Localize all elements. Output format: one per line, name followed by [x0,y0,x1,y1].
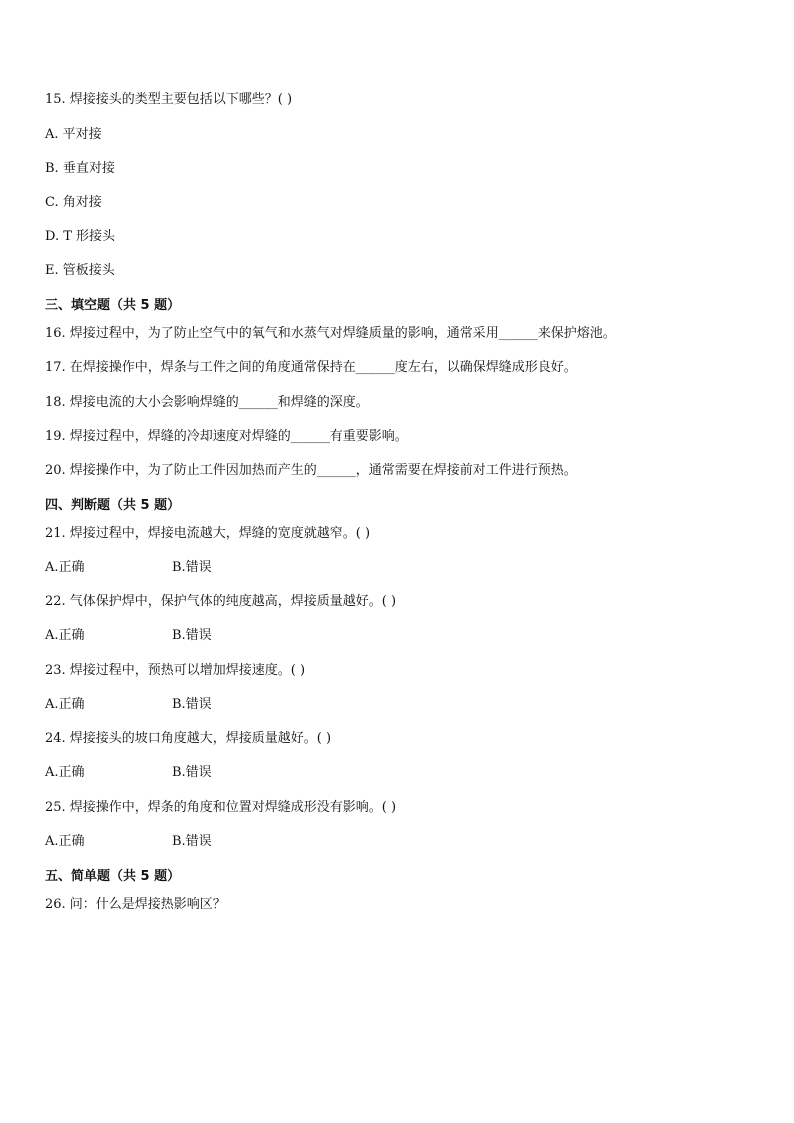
question-21: 21. 焊接过程中，焊接电流越大，焊缝的宽度就越窄。( ) [45,526,371,541]
option-false: B.错误 [172,697,212,712]
option-false: B.错误 [172,560,212,575]
option-c: C. 角对接 [45,195,102,210]
question-24: 24. 焊接接头的坡口角度越大，焊接质量越好。( ) [45,731,332,746]
option-a: A. 平对接 [45,127,102,142]
option-true: A.正确 [45,697,85,712]
option-e: E. 管板接头 [45,263,115,278]
option-b: B. 垂直对接 [45,161,115,176]
question-22: 22. 气体保护焊中，保护气体的纯度越高，焊接质量越好。( ) [45,594,397,609]
option-d: D. T 形接头 [45,229,116,244]
section-heading-true-false: 四、判断题（共 5 题） [45,498,181,513]
question-15: 15. 焊接接头的类型主要包括以下哪些？( ) [45,92,293,107]
question-26: 26. 问：什么是焊接热影响区？ [45,897,226,912]
option-false: B.错误 [172,834,212,849]
option-true: A.正确 [45,834,85,849]
option-true: A.正确 [45,628,85,643]
option-false: B.错误 [172,628,212,643]
question-25: 25. 焊接操作中，焊条的角度和位置对焊缝成形没有影响。( ) [45,800,397,815]
question-18: 18. 焊接电流的大小会影响焊缝的______和焊缝的深度。 [45,395,369,410]
question-20: 20. 焊接操作中，为了防止工件因加热而产生的______，通常需要在焊接前对工件进行预热。 [45,463,577,478]
option-true: A.正确 [45,560,85,575]
question-23: 23. 焊接过程中，预热可以增加焊接速度。( ) [45,663,306,678]
question-16: 16. 焊接过程中，为了防止空气中的氧气和水蒸气对焊缝质量的影响，通常采用______来保护熔池。 [45,326,616,341]
section-heading-short-answer: 五、简单题（共 5 题） [45,869,181,884]
option-false: B.错误 [172,765,212,780]
section-heading-fill-in: 三、填空题（共 5 题） [45,298,181,313]
question-17: 17. 在焊接操作中，焊条与工件之间的角度通常保持在______度左右，以确保焊缝成形良好。 [45,360,577,375]
question-19: 19. 焊接过程中，焊缝的冷却速度对焊缝的______有重要影响。 [45,429,408,444]
option-true: A.正确 [45,765,85,780]
